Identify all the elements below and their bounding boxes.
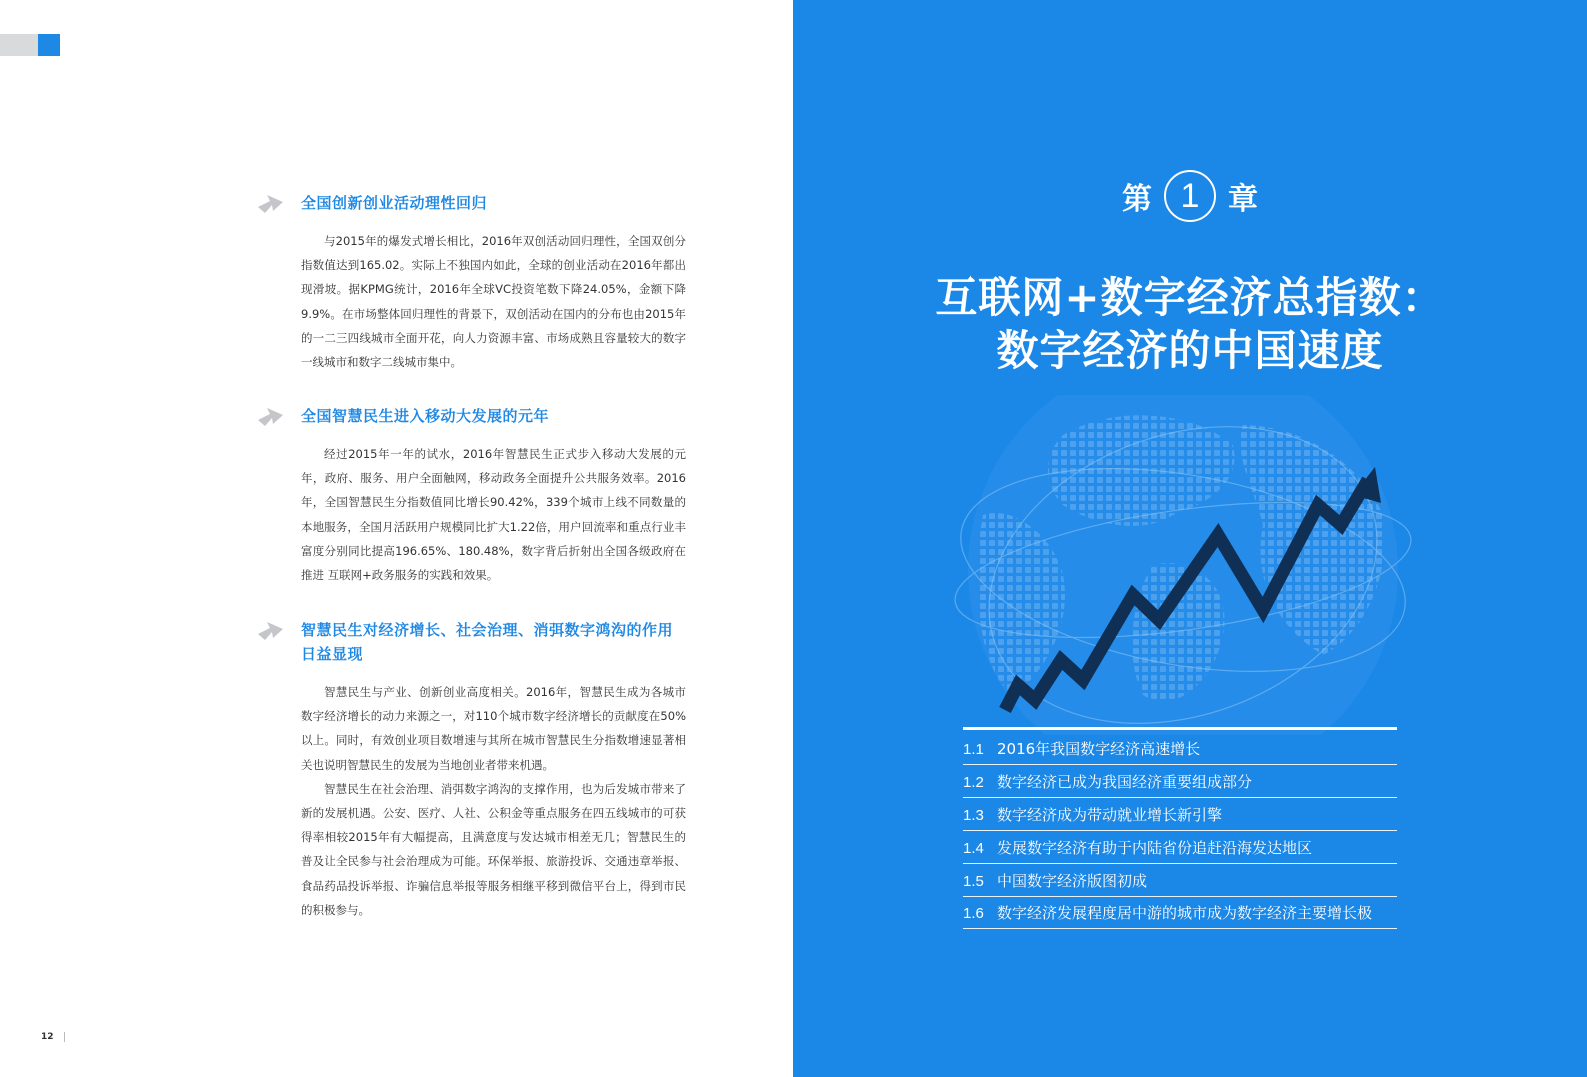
toc-top-rule bbox=[963, 727, 1397, 730]
section-3-title: 智慧民生对经济增长、社会治理、消弭数字鸿沟的作用日益显现 bbox=[301, 621, 674, 663]
toc-item-number: 1.4 bbox=[963, 839, 984, 857]
corner-gray-block bbox=[0, 34, 38, 56]
toc-item-number: 1.2 bbox=[963, 773, 984, 791]
toc-item-text: 数字经济已成为我国经济重要组成部分 bbox=[997, 772, 1253, 791]
toc-item-text: 发展数字经济有助于内陆省份追赶沿海发达地区 bbox=[997, 838, 1313, 857]
toc-item-number: 1.1 bbox=[963, 741, 984, 758]
chapter-number-circle: 1 bbox=[1164, 170, 1216, 222]
section-3-paragraph-2: 智慧民生在社会治理、消弭数字鸿沟的支撑作用，也为后发城市带来了新的发展机遇。公安、医疗、人社、公积金等重点服务在四五线城市的可获得率相较2015年有大幅提高，且满意度与发达城市相差无几；智慧民生的普及让全民参与社会治理成为可能。环保举报、旅游投诉、交通违章举报、食品药品投诉举报、诈骗信息举报等服务相继平移到微信平台上，得到市民的积极参与。 bbox=[301, 781, 686, 917]
section-3-header bbox=[256, 618, 686, 666]
arrow-bullet-icon bbox=[256, 404, 286, 430]
chapter-title-line-1: 互联网+数字经济总指数： bbox=[935, 273, 1445, 322]
toc-item-1-4[interactable] bbox=[963, 833, 1397, 864]
left-page bbox=[0, 0, 793, 1077]
section-3-body bbox=[256, 680, 686, 922]
section-2-paragraph: 经过2015年一年的试水，2016年智慧民生正式步入移动大发展的元年，政府、服务、用户全面触网，移动政务全面提升公共服务效率。2016年，全国智慧民生分指数值同比增长90.42%，339个城市上线不同数量的本地服务，全国月活跃用户规模同比扩大1.22倍，用户回流率和重点行业丰富度分别同比提高196.65%、180.48%，数字背后折射出全国各级政府在推进 互联网+政务服务的实践和效果。 bbox=[301, 447, 686, 583]
chapter-suffix: 章 bbox=[1228, 182, 1258, 217]
chapter-prefix: 第 bbox=[1122, 182, 1152, 217]
page-number-divider bbox=[64, 1032, 65, 1042]
section-1-header bbox=[256, 191, 686, 215]
globe-growth-illustration bbox=[943, 395, 1423, 735]
toc-item-1-1[interactable] bbox=[963, 734, 1397, 765]
table-of-contents bbox=[963, 734, 1397, 931]
toc-item-text: 数字经济成为带动就业增长新引擎 bbox=[997, 805, 1223, 824]
toc-item-1-6[interactable] bbox=[963, 898, 1397, 929]
toc-item-text: 数字经济发展程度居中游的城市成为数字经济主要增长极 bbox=[997, 904, 1373, 923]
toc-item-text: 中国数字经济版图初成 bbox=[997, 871, 1148, 890]
section-2-body bbox=[256, 442, 686, 587]
section-1-paragraph: 与2015年的爆发式增长相比，2016年双创活动回归理性，全国双创分指数值达到165.02。实际上不独国内如此，全球的创业活动在2016年都出现滑坡。据KPMG统计，2016年全球VC投资笔数下降24.05%，金额下降9.9%。在市场整体回归理性的背景下，双创活动在国内的分布也由2015年的一二三四线城市全面开花，向人力资源丰富、市场成熟且容量较大的数字一线城市和数字二线城市集中。 bbox=[301, 234, 686, 370]
corner-blue-block bbox=[38, 34, 60, 56]
toc-item-1-3[interactable] bbox=[963, 800, 1397, 831]
toc-item-1-2[interactable] bbox=[963, 767, 1397, 798]
section-3 bbox=[256, 618, 686, 922]
toc-item-1-5[interactable] bbox=[963, 866, 1397, 897]
right-page bbox=[793, 0, 1587, 1077]
section-2-title: 全国智慧民生进入移动大发展的元年 bbox=[301, 407, 550, 425]
arrow-bullet-icon bbox=[256, 191, 286, 217]
section-1-body bbox=[256, 229, 686, 374]
toc-item-number: 1.3 bbox=[963, 806, 984, 824]
toc-item-number: 1.5 bbox=[963, 872, 984, 890]
page-number: 12 bbox=[41, 1032, 54, 1042]
section-1-title: 全国创新创业活动理性回归 bbox=[301, 194, 488, 212]
chapter-title-line-2: 数字经济的中国速度 bbox=[996, 326, 1384, 375]
section-1 bbox=[256, 191, 686, 374]
arrow-bullet-icon bbox=[256, 618, 286, 644]
chapter-heading bbox=[793, 170, 1587, 222]
section-2 bbox=[256, 404, 686, 587]
toc-item-number: 1.6 bbox=[963, 905, 984, 923]
section-2-header bbox=[256, 404, 686, 428]
toc-item-text: 2016年我国数字经济高速增长 bbox=[997, 740, 1201, 758]
section-3-paragraph-1: 智慧民生与产业、创新创业高度相关。2016年，智慧民生成为各城市数字经济增长的动力来源之一，对110个城市数字经济增长的贡献度在50%以上。同时，有效创业项目数增速与其所在城市智慧民生分指数增速显著相关也说明智慧民生的发展为当地创业者带来机遇。 bbox=[301, 685, 686, 772]
